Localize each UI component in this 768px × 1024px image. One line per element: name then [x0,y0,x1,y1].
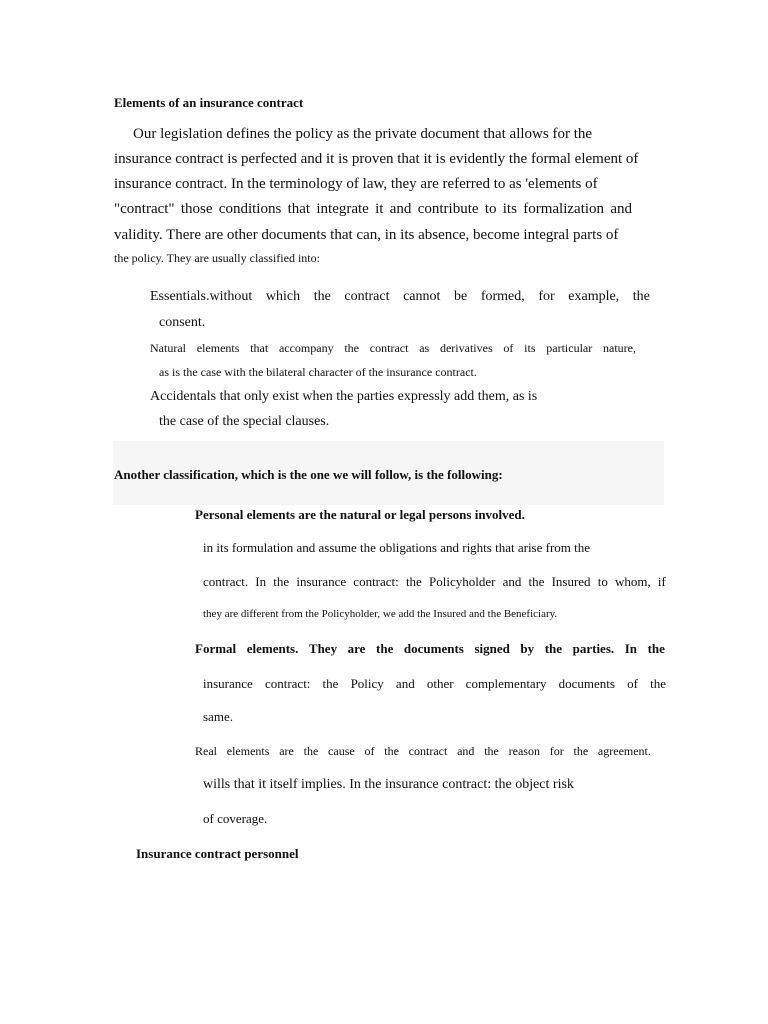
intro-text-1: Our legislation defines the policy as the private document that allows for the [133,126,593,142]
list2-item-1-cont-2: contract. In the insurance contract: the Policyholder and the Insured to whom, if [203,574,666,589]
list1-item-3: Accidentals that only exist when the parties expressly add them, as is [137,389,537,405]
list2-item-3-cont-1: wills that it itself implies. In the insurance contract: the object risk [203,777,574,792]
list2-item-1: Personal elements are the natural or legal persons involved. [182,507,525,523]
list2-item-2: Formal elements. They are the documents signed by the parties. In the [182,641,665,657]
square-bullet-icon [137,389,150,405]
list1-item-2: Natural elements that accompany the contract as derivatives of its particular nature, [137,341,636,356]
list1-item-2-cont: as is the case with the bilateral character of the insurance contract. [159,365,477,379]
list1-item-1-cont: consent. [159,315,206,330]
list2-item-2-cont-1: insurance contract: the Policy and other complementary documents of the [203,676,666,691]
intro-line-6: the policy. They are usually classified into: [114,251,320,265]
list2-item-3: Real elements are the cause of the contract and the reason for the agreement. [182,744,651,759]
page-title: Elements of an insurance contract [114,95,304,110]
intro-line-1 [133,126,610,143]
section-heading: Insurance contract personnel [136,846,299,861]
intro-line-5: validity. There are other documents that can, in its absence, become integral parts of [114,227,619,243]
list2-item-3-cont-2: of coverage. [203,811,268,826]
intro-line-3: insurance contract. In the terminology of law, they are referred to as 'elements of [114,176,598,192]
square-bullet-icon [182,744,195,759]
list1-item-3-cont: the case of the special clauses. [159,414,330,429]
intro-line-2: insurance contract is perfected and it is proven that it is evidently the formal element of [114,151,639,167]
list2-item-2-cont-2: same. [203,709,233,724]
classification-heading: Another classification, which is the one we will follow, is the following: [114,467,503,482]
square-bullet-icon [182,507,195,523]
square-bullet-icon [137,289,150,305]
list1-item-1: Essentials.without which the contract cannot be formed, for example, the [137,289,650,305]
intro-line-4: "contract" those conditions that integrate it and contribute to its formalization and [114,201,632,217]
list2-item-1-cont-1: in its formulation and assume the obligations and rights that arise from the [203,540,591,555]
list2-item-1-cont-3: they are different from the Policyholder, we add the Insured and the Beneficiary. [203,608,558,620]
square-bullet-icon [182,641,195,657]
square-bullet-icon [137,341,150,356]
